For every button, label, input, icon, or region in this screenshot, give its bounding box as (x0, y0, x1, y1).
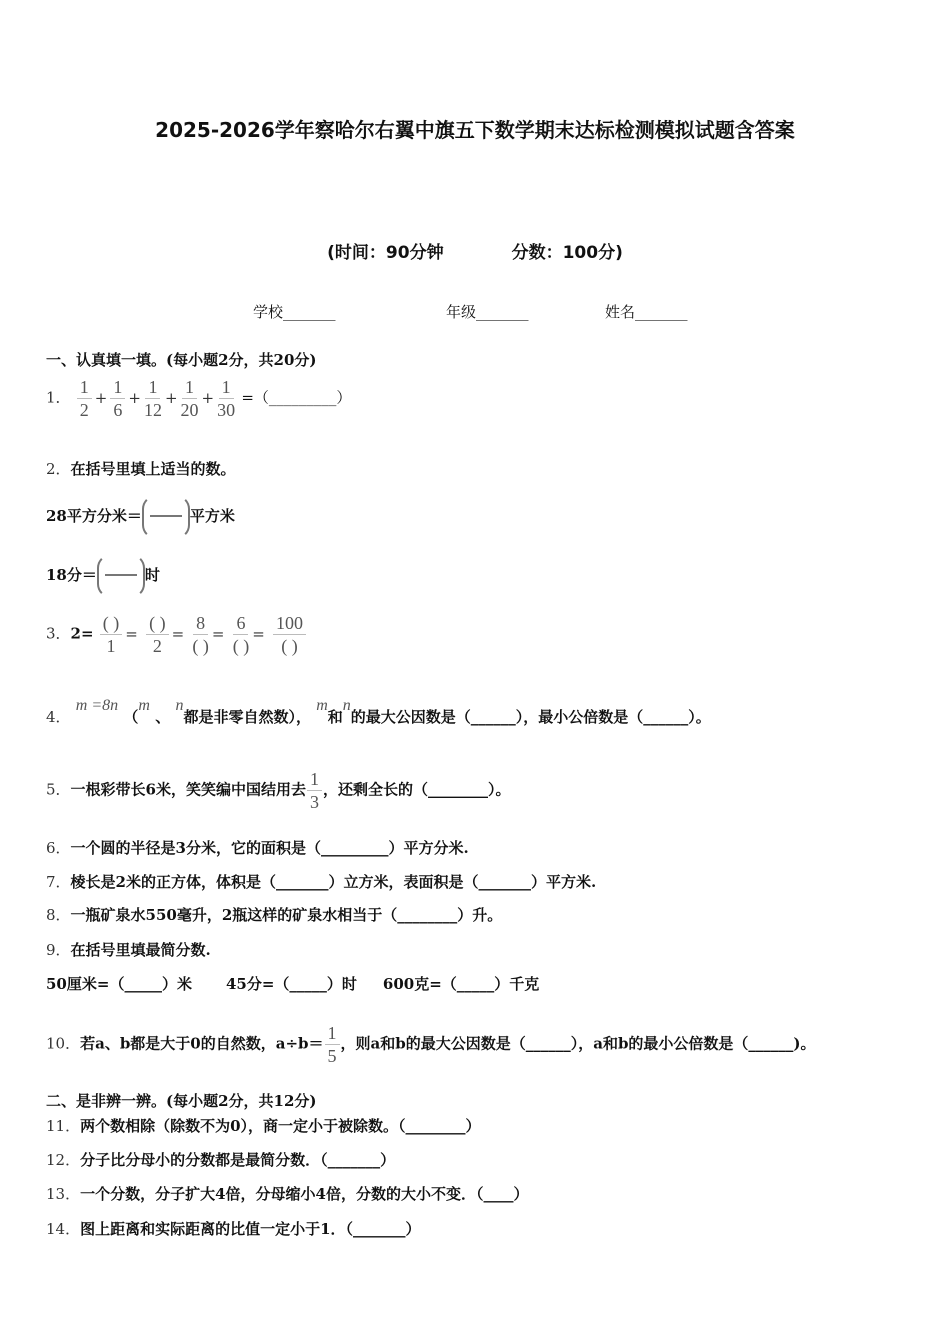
page-title: 2025-2026学年察哈尔右翼中旗五下数学期末达标检测模拟试题含答案 (155, 118, 795, 142)
school-field[interactable]: 学校_______ (253, 303, 336, 321)
section-heading: 二、是非辨一辨。(每小题2分，共12分) (46, 1092, 317, 1110)
section-heading: 一、认真填一填。(每小题2分，共20分) (46, 351, 317, 369)
question-9: 9．在括号里填最简分数. (46, 941, 211, 959)
fraction: $\frac{1}{12}$ (143, 377, 162, 420)
time-limit: (时间：90分钟 (327, 243, 444, 263)
grade-field[interactable]: 年级_______ (446, 303, 529, 321)
total-score: 分数：100分) (511, 243, 623, 263)
fraction-answer-box[interactable] (142, 495, 190, 539)
fraction: $\frac{1}{20}$ (180, 377, 199, 420)
question-2: 2．在括号里填上适当的数。 (46, 460, 236, 478)
question-3: 3．2= $\frac{( )}{1}$ = $\frac{( )}{2}$ = $\frac{8}{( )}$ = $\frac{6}{( )}$ = $\frac{100}{( )}$ (46, 612, 307, 657)
question-8: 8．一瓶矿泉水550毫升，2瓶这样的矿泉水相当于（________）升。 (46, 906, 503, 924)
question-2-line-2: 18分＝ 时 (46, 554, 160, 598)
question-6: 6．一个圆的半径是3分米，它的面积是（_________）平方分米. (46, 839, 469, 857)
question-5: 5．一根彩带长6米，笑笑编中国结用去 $\frac{1}{3}$ ，还剩全长的（________）。 (46, 769, 511, 812)
question-14: 14．图上距离和实际距离的比值一定小于1．（_______） (46, 1220, 421, 1238)
question-number: 1． (46, 388, 71, 407)
fraction-answer-box[interactable] (97, 554, 145, 598)
question-2-line-1: 28平方分米＝ 平方米 (46, 495, 235, 539)
question-12: 12．分子比分母小的分数都是最简分数．（_______） (46, 1151, 396, 1169)
question-7: 7．棱长是2米的正方体，体积是（_______）立方米，表面积是（_______）平方米. (46, 873, 597, 891)
exam-meta (0, 238, 950, 263)
question-10: 10．若a、b都是大于0的自然数，a÷b＝ $\frac{1}{5}$ ，则a和b的最大公因数是（______），a和b的最小公倍数是（______)。 (46, 1023, 816, 1066)
question-9-units: 50厘米=（_____）米 45分=（_____）时 600克=（_____）千克 (46, 975, 540, 993)
answer-blank[interactable]: =（_________） (241, 388, 352, 407)
name-field[interactable]: 姓名_______ (605, 303, 688, 321)
fraction: $\frac{1}{6}$ (110, 376, 125, 421)
question-11: 11．两个数相除（除数不为0），商一定小于被除数。（________） (46, 1117, 481, 1135)
fraction: $\frac{1}{30}$ (217, 377, 236, 420)
fraction: $\frac{1}{2}$ (77, 376, 92, 421)
question-13: 13．一个分数，分子扩大4倍，分母缩小4倍，分数的大小不变．（____） (46, 1185, 529, 1203)
question-4: 4． m =8n （m 、 n都是非零自然数）， m和n的最大公因数是（______），最小公倍数是（______）。 (46, 697, 711, 726)
question-1: 1． $\frac{1}{2}$ + $\frac{1}{6}$ + $\frac{1}{12}$ + $\frac{1}{20}$ + $\frac{1}{30}$ =（_________） (46, 377, 352, 420)
